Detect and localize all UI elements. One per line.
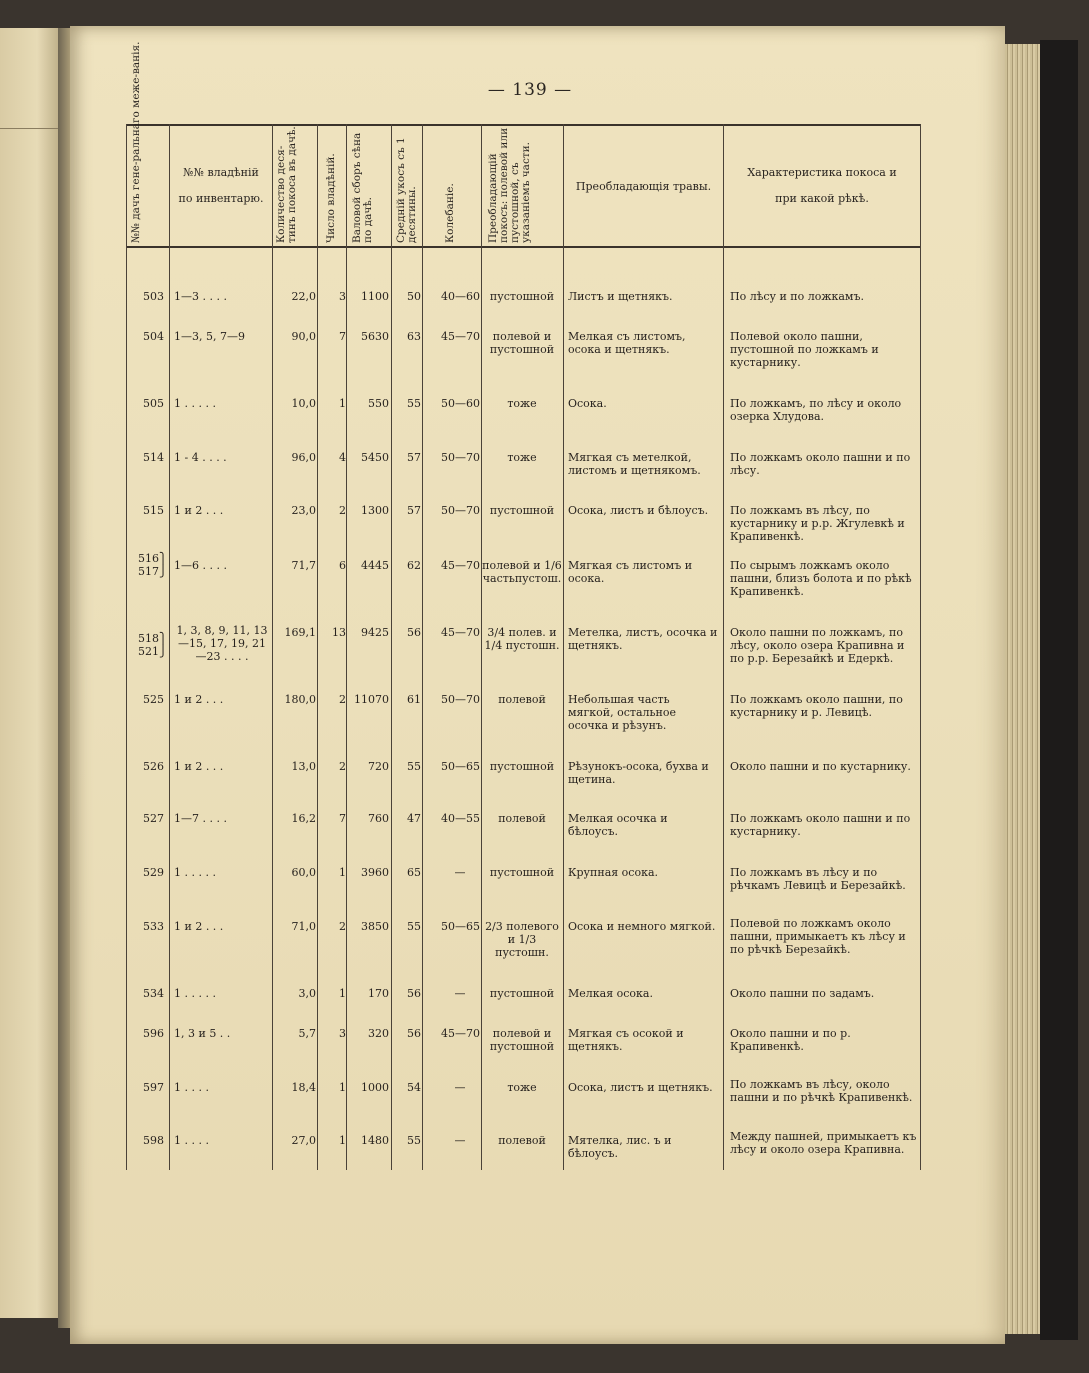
cell-grasses: Осока, листъ и бѣлоусъ.	[568, 504, 709, 517]
cell-inventory: 1—3, 5, 7—9	[174, 330, 245, 343]
cell-gross: 11070	[354, 693, 389, 706]
cell-id: 534	[143, 987, 164, 1000]
cell-characteristic: По ложкамъ около пашни и по кустарнику.	[730, 812, 911, 838]
cell-average: 65	[407, 866, 421, 879]
cell-area: 96,0	[291, 451, 316, 464]
cell-count: 4	[339, 451, 346, 464]
cell-gross: 3960	[361, 866, 389, 879]
cell-average: 61	[407, 693, 421, 706]
cell-type: 3/4 полев. и 1/4 пустошн.	[484, 626, 560, 652]
header-gross: Валовой сборъ сѣна по дачѣ.	[351, 132, 374, 243]
cell-area: 22,0	[291, 290, 316, 303]
cell-range: 50—70	[441, 693, 480, 706]
cell-count: 1	[339, 1134, 346, 1147]
cell-id: 505	[143, 397, 164, 410]
cell-inventory: 1—3 . . . .	[174, 290, 227, 303]
cell-range: 45—70	[441, 330, 480, 343]
cell-characteristic: Около пашни и по р. Крапивенкѣ.	[730, 1027, 851, 1053]
cell-count: 13	[332, 626, 346, 639]
cell-average: 56	[407, 1027, 421, 1040]
cell-count: 3	[339, 290, 346, 303]
cell-area: 23,0	[291, 504, 316, 517]
cell-range: —	[454, 1134, 466, 1147]
cell-id: 526	[143, 760, 164, 773]
cell-type: полевой и пустошной	[489, 330, 555, 356]
cell-area: 5,7	[298, 1027, 316, 1040]
cell-grasses: Мелкая осока.	[568, 987, 653, 1000]
cell-grasses: Мягкая съ метелкой, листомъ и щетнякомъ.	[568, 451, 701, 477]
cell-grasses: Осока и немного мягкой.	[568, 920, 716, 933]
cell-characteristic: По ложкамъ около пашни, по кустарнику и р. Левицѣ.	[730, 693, 903, 719]
cell-id: 515	[143, 504, 164, 517]
header-char-top: Характеристика покоса и	[747, 166, 897, 179]
cell-grasses: Крупная осока.	[568, 866, 659, 879]
cell-range: —	[454, 987, 466, 1000]
cell-inventory: 1 и 2 . . .	[174, 920, 224, 933]
header-id: №№ дачъ гене-ральнаго меже-ванія.	[130, 41, 142, 243]
cell-inventory: 1 и 2 . . .	[174, 504, 224, 517]
left-page-edge	[0, 28, 62, 1318]
cell-characteristic: Около пашни и по кустарнику.	[730, 760, 911, 773]
header-grass: Преобладающія травы.	[575, 180, 712, 193]
cell-characteristic: По лѣсу и по ложкамъ.	[730, 290, 864, 303]
cell-type: полевой и 1/6 частьпустош.	[482, 559, 562, 585]
cell-type: тоже	[507, 451, 537, 464]
cell-grasses: Листъ и щетнякъ.	[568, 290, 673, 303]
cell-average: 57	[407, 451, 421, 464]
cell-gross: 720	[368, 760, 389, 773]
cell-range: 50—65	[441, 760, 480, 773]
cell-id: 533	[143, 920, 164, 933]
cell-average: 55	[407, 1134, 421, 1147]
cell-characteristic: Между пашней, примыкаетъ къ лѣсу и около озера Крапивна.	[730, 1130, 917, 1156]
cell-grasses: Метелка, листъ, осочка и щетнякъ.	[568, 626, 718, 652]
cell-inventory: 1 и 2 . . .	[174, 760, 224, 773]
cell-type: пустошной	[489, 866, 555, 879]
cell-count: 1	[339, 397, 346, 410]
cell-gross: 1480	[361, 1134, 389, 1147]
cell-count: 1	[339, 866, 346, 879]
cell-area: 27,0	[291, 1134, 316, 1147]
cell-grasses: Осока.	[568, 397, 607, 410]
cell-count: 3	[339, 1027, 346, 1040]
header-rule	[126, 246, 921, 248]
cell-inventory: 1 и 2 . . .	[174, 693, 224, 706]
header-area: Количество деся-тинъ покоса въ дачѣ.	[275, 126, 298, 243]
cell-characteristic: По ложкамъ около пашни и по лѣсу.	[730, 451, 911, 477]
cell-gross: 1100	[361, 290, 389, 303]
cell-characteristic: Полевой около пашни, пустошной по ложкамъ и кустарнику.	[730, 330, 879, 369]
cell-type: 2/3 полевого и 1/3 пустошн.	[485, 920, 559, 959]
cell-grasses: Мягкая съ осокой и щетнякъ.	[568, 1027, 684, 1053]
column-rule	[422, 124, 423, 1170]
cell-inventory: 1, 3, 8, 9, 11, 13—15, 17, 19, 21—23 . . . .	[176, 624, 268, 663]
cell-average: 62	[407, 559, 421, 572]
column-rule	[563, 124, 564, 1170]
cell-type: пустошной	[489, 504, 555, 517]
cell-grasses: Мягкая съ листомъ и осока.	[568, 559, 693, 585]
cell-area: 10,0	[291, 397, 316, 410]
cell-area: 18,4	[291, 1081, 316, 1094]
cell-inventory: 1—7 . . . .	[174, 812, 227, 825]
cell-id: 597	[143, 1081, 164, 1094]
cell-count: 2	[339, 693, 346, 706]
cell-gross: 320	[368, 1027, 389, 1040]
cell-characteristic: По ложкамъ въ лѣсу и по рѣчкамъ Левицѣ и Березайкѣ.	[730, 866, 906, 892]
cell-range: —	[454, 866, 466, 879]
cell-characteristic: По ложкамъ въ лѣсу, около пашни и по рѣчкѣ Крапивенкѣ.	[730, 1078, 913, 1104]
cell-area: 169,1	[284, 626, 316, 639]
cell-range: —	[454, 1081, 466, 1094]
cell-gross: 9425	[361, 626, 389, 639]
cell-count: 2	[339, 504, 346, 517]
column-rule	[920, 124, 921, 1170]
cell-type: полевой	[498, 1134, 546, 1147]
column-rule	[272, 124, 273, 1170]
cell-id: 598	[143, 1134, 164, 1147]
cell-grasses: Осока, листъ и щетнякъ.	[568, 1081, 713, 1094]
cell-grasses: Мелкая съ листомъ, осока и щетнякъ.	[568, 330, 686, 356]
cell-gross: 5450	[361, 451, 389, 464]
cell-count: 1	[339, 1081, 346, 1094]
cell-characteristic: По сырымъ ложкамъ около пашни, близъ болота и по рѣкѣ Крапивенкѣ.	[730, 559, 912, 598]
cell-range: 50—70	[441, 451, 480, 464]
cell-range: 45—70	[441, 626, 480, 639]
cell-id: 529	[143, 866, 164, 879]
cell-id: 516⎫ 517⎭	[138, 552, 168, 578]
cell-count: 1	[339, 987, 346, 1000]
cell-type: полевой	[498, 812, 546, 825]
cell-range: 50—70	[441, 504, 480, 517]
cell-grasses: Небольшая часть мягкой, остальное осочка и рѣзунъ.	[568, 693, 676, 732]
cell-average: 50	[407, 290, 421, 303]
cell-characteristic: Около пашни по задамъ.	[730, 987, 875, 1000]
cell-average: 63	[407, 330, 421, 343]
cell-average: 55	[407, 920, 421, 933]
cell-characteristic: По ложкамъ, по лѣсу и около озерка Хлудова.	[730, 397, 902, 423]
cell-inventory: 1 - 4 . . . .	[174, 451, 227, 464]
column-rule	[723, 124, 724, 1170]
cell-type: полевой	[498, 693, 546, 706]
cell-characteristic: По ложкамъ въ лѣсу, по кустарнику и р.р. Жгулевкѣ и Крапивенкѣ.	[730, 504, 905, 543]
cell-id: 596	[143, 1027, 164, 1040]
cell-average: 56	[407, 987, 421, 1000]
cell-grasses: Рѣзунокъ-осока, бухва и щетина.	[568, 760, 709, 786]
cell-grasses: Мятелка, лис. ъ и бѣлоусъ.	[568, 1134, 672, 1160]
cell-type: тоже	[507, 397, 537, 410]
cell-inventory: 1 . . . . .	[174, 987, 216, 1000]
cell-id: 514	[143, 451, 164, 464]
cell-area: 90,0	[291, 330, 316, 343]
cell-id: 504	[143, 330, 164, 343]
cell-range: 40—60	[441, 290, 480, 303]
page-number: — 139 —	[487, 80, 573, 100]
cell-range: 40—55	[441, 812, 480, 825]
cell-inventory: 1 . . . .	[174, 1134, 209, 1147]
cell-count: 2	[339, 760, 346, 773]
cell-gross: 1000	[361, 1081, 389, 1094]
cell-area: 71,0	[291, 920, 316, 933]
header-average: Средній укосъ съ 1 десятины.	[395, 137, 418, 243]
header-range: Колебаніе.	[444, 183, 456, 243]
cell-range: 50—60	[441, 397, 480, 410]
cell-id: 518⎫ 521⎭	[138, 632, 168, 658]
header-count: Число владѣній.	[325, 153, 337, 243]
header-inventory-bottom: по инвентарю.	[178, 192, 264, 205]
cell-type: пустошной	[489, 987, 555, 1000]
cell-type: пустошной	[489, 290, 555, 303]
cell-type: тоже	[507, 1081, 537, 1094]
cell-gross: 4445	[361, 559, 389, 572]
cell-grasses: Мелкая осочка и бѣлоусъ.	[568, 812, 668, 838]
cell-range: 50—65	[441, 920, 480, 933]
cell-id: 527	[143, 812, 164, 825]
cell-area: 16,2	[291, 812, 316, 825]
cell-average: 57	[407, 504, 421, 517]
cell-gross: 760	[368, 812, 389, 825]
cell-inventory: 1 . . . .	[174, 1081, 209, 1094]
cell-type: пустошной	[489, 760, 555, 773]
header-type: Преобладающій покосъ: полевой или пустошной, съ указаніемъ части.	[487, 127, 532, 243]
cell-area: 71,7	[291, 559, 316, 572]
cell-id: 525	[143, 693, 164, 706]
cell-area: 180,0	[284, 693, 316, 706]
cell-area: 3,0	[298, 987, 316, 1000]
cell-average: 55	[407, 760, 421, 773]
header-inventory-top: №№ владѣній	[183, 166, 259, 179]
column-rule	[391, 124, 392, 1170]
cell-average: 54	[407, 1081, 421, 1094]
cell-count: 2	[339, 920, 346, 933]
cell-average: 47	[407, 812, 421, 825]
cell-area: 13,0	[291, 760, 316, 773]
cell-inventory: 1 . . . . .	[174, 866, 216, 879]
header-char-bottom: при какой рѣкѣ.	[775, 192, 869, 205]
cell-id: 503	[143, 290, 164, 303]
cell-gross: 170	[368, 987, 389, 1000]
column-rule	[317, 124, 318, 1170]
cell-gross: 5630	[361, 330, 389, 343]
cell-range: 45—70	[441, 559, 480, 572]
book-cover	[1040, 40, 1078, 1340]
cell-inventory: 1, 3 и 5 . .	[174, 1027, 231, 1040]
cell-gross: 1300	[361, 504, 389, 517]
cell-count: 7	[339, 330, 346, 343]
cell-inventory: 1 . . . . .	[174, 397, 216, 410]
cell-gross: 3850	[361, 920, 389, 933]
cell-average: 56	[407, 626, 421, 639]
cell-range: 45—70	[441, 1027, 480, 1040]
cell-count: 6	[339, 559, 346, 572]
cell-inventory: 1—6 . . . .	[174, 559, 227, 572]
cell-characteristic: Около пашни по ложкамъ, по лѣсу, около озера Крапивна и по р.р. Березайкѣ и Едеркѣ.	[730, 626, 905, 665]
cell-gross: 550	[368, 397, 389, 410]
cell-count: 7	[339, 812, 346, 825]
cell-characteristic: Полевой по ложкамъ около пашни, примыкаетъ къ лѣсу и по рѣчкѣ Березайкѣ.	[730, 917, 906, 956]
column-rule	[346, 124, 347, 1170]
cell-type: полевой и пустошной	[489, 1027, 555, 1053]
column-rule	[126, 124, 127, 1170]
cell-area: 60,0	[291, 866, 316, 879]
cell-average: 55	[407, 397, 421, 410]
